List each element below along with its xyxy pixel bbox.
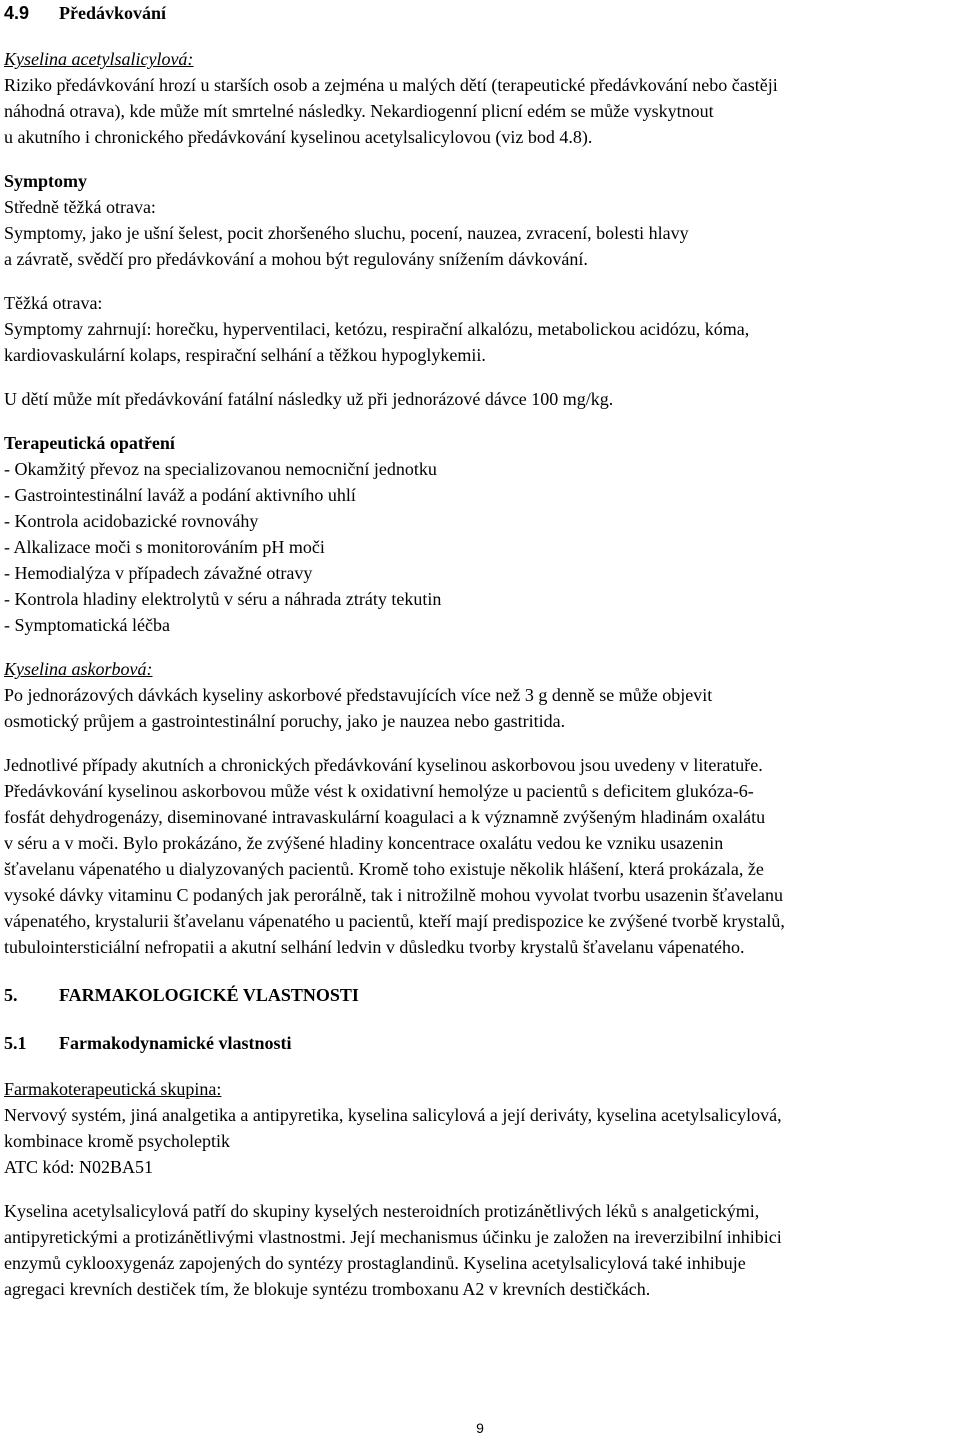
section-number: 4.9 — [4, 3, 30, 23]
severe-poisoning-label: Těžká otrava: — [4, 293, 103, 313]
ascorbic-para-line: šťavelanu vápenatého u dialyzovaných pacientů. Kromě toho existuje několik hlášení, která prokázala, že — [4, 859, 764, 879]
document-page — [4, 0, 956, 1302]
ascorbic-para-line: fosfát dehydrogenázy, diseminované intravaskulární koagulaci a k významně zvýšeným hladinám oxalátu — [4, 807, 766, 827]
mechanism-line: antipyretickými a protizánětlivými vlastnostmi. Její mechanismus účinku je založen na ireverzibilní inhibici — [4, 1227, 782, 1247]
therapy-item: - Kontrola hladiny elektrolytů v séru a náhrada ztráty tekutin — [4, 589, 442, 609]
ascorbic-para-line: vápenatého, krystalurii šťavelanu vápenatého u pacientů, kteří mají predispozice ke zvýšené tvorbě krystalů, — [4, 911, 785, 931]
ascorbic-line: Po jednorázových dávkách kyseliny askorbové představujících více než 3 g denně se může objevit — [4, 685, 713, 705]
mechanism-line: enzymů cyklooxygenáz zapojených do syntézy prostaglandinů. Kyselina acetylsalicylová také inhibuje — [4, 1253, 746, 1273]
pharmacotherapeutic-line: kombinace kromě psycholeptik — [4, 1131, 230, 1151]
mechanism-line: agregaci krevních destiček tím, že blokuje syntézu tromboxanu A2 v krevních destičkách. — [4, 1279, 651, 1299]
section-number: 5.1 — [4, 1033, 27, 1053]
section-title: FARMAKOLOGICKÉ VLASTNOSTI — [59, 985, 359, 1005]
children-note: U dětí může mít předávkování fatální následky už při jednorázové dávce 100 mg/kg. — [4, 389, 614, 409]
atc-code: ATC kód: N02BA51 — [4, 1157, 154, 1177]
therapy-item: - Gastrointestinální laváž a podání aktivního uhlí — [4, 485, 356, 505]
asa-line: u akutního i chronického předávkování kyselinou acetylsalicylovou (viz bod 4.8). — [4, 127, 593, 147]
section-heading-5 — [4, 982, 956, 1008]
therapy-item: - Hemodialýza v případech závažné otravy — [4, 563, 313, 583]
symptoms-heading: Symptomy — [4, 171, 88, 191]
mechanism-line: Kyselina acetylsalicylová patří do skupiny kyselých nesteroidních protizánětlivých léků s analgetickými, — [4, 1201, 760, 1221]
ascorbic-para-line: tubulointersticiální nefropatii a akutní selhání ledvin v důsledku tvorby krystalů šťavelanu vápenatého. — [4, 937, 745, 957]
asa-heading: Kyselina acetylsalicylová: — [4, 49, 194, 69]
therapy-item: - Okamžitý převoz na specializovanou nemocniční jednotku — [4, 459, 437, 479]
moderate-poisoning-label: Středně těžká otrava: — [4, 197, 156, 217]
ascorbic-para-line: v séru a v moči. Bylo prokázáno, že zvýšené hladiny koncentrace oxalátu vedou ke vzniku usazenin — [4, 833, 724, 853]
therapy-item: - Kontrola acidobazické rovnováhy — [4, 511, 259, 531]
moderate-line: Symptomy, jako je ušní šelest, pocit zhoršeného sluchu, pocení, nauzea, zvracení, bolesti hlavy — [4, 223, 689, 243]
section-number: 5. — [4, 985, 18, 1005]
therapy-item: - Symptomatická léčba — [4, 615, 170, 635]
ascorbic-para-line: vysoké dávky vitaminu C podaných jak perorálně, tak i nitrožilně mohou vyvolat tvorbu usazenin šťavelanu — [4, 885, 784, 905]
ascorbic-line: osmotický průjem a gastrointestinální poruchy, jako je nauzea nebo gastritida. — [4, 711, 566, 731]
section-heading-4-9 — [4, 0, 956, 26]
ascorbic-para-line: Předávkování kyselinou askorbovou může vést k oxidativní hemolýze u pacientů s deficitem glukóza-6- — [4, 781, 754, 801]
therapy-heading: Terapeutická opatření — [4, 433, 175, 453]
pharmacotherapeutic-line: Nervový systém, jiná analgetika a antipyretika, kyselina salicylová a její deriváty, kyselina acetylsalicylová, — [4, 1105, 782, 1125]
pharmacotherapeutic-heading: Farmakoterapeutická skupina: — [4, 1079, 222, 1099]
asa-line: Riziko předávkování hrozí u starších osob a zejména u malých dětí (terapeutické předávkování nebo častěji — [4, 75, 778, 95]
ascorbic-heading: Kyselina askorbová: — [4, 659, 153, 679]
asa-line: náhodná otrava), kde může mít smrtelné následky. Nekardiogenní plicní edém se může vyskytnout — [4, 101, 714, 121]
severe-line: Symptomy zahrnují: horečku, hyperventilaci, ketózu, respirační alkalózu, metabolickou acidózu, kóma, — [4, 319, 750, 339]
ascorbic-para-line: Jednotlivé případy akutních a chronických předávkování kyselinou askorbovou jsou uvedeny v literatuře. — [4, 755, 763, 775]
therapy-item: - Alkalizace moči s monitorováním pH moči — [4, 537, 325, 557]
section-heading-5-1 — [4, 1030, 956, 1056]
severe-line: kardiovaskulární kolaps, respirační selhání a těžkou hypoglykemii. — [4, 345, 486, 365]
moderate-line: a závratě, svědčí pro předávkování a mohou být regulovány snížením dávkování. — [4, 249, 588, 269]
page-number: 9 — [476, 1420, 484, 1436]
section-title: Farmakodynamické vlastnosti — [59, 1033, 292, 1053]
section-title: Předávkování — [59, 3, 167, 23]
